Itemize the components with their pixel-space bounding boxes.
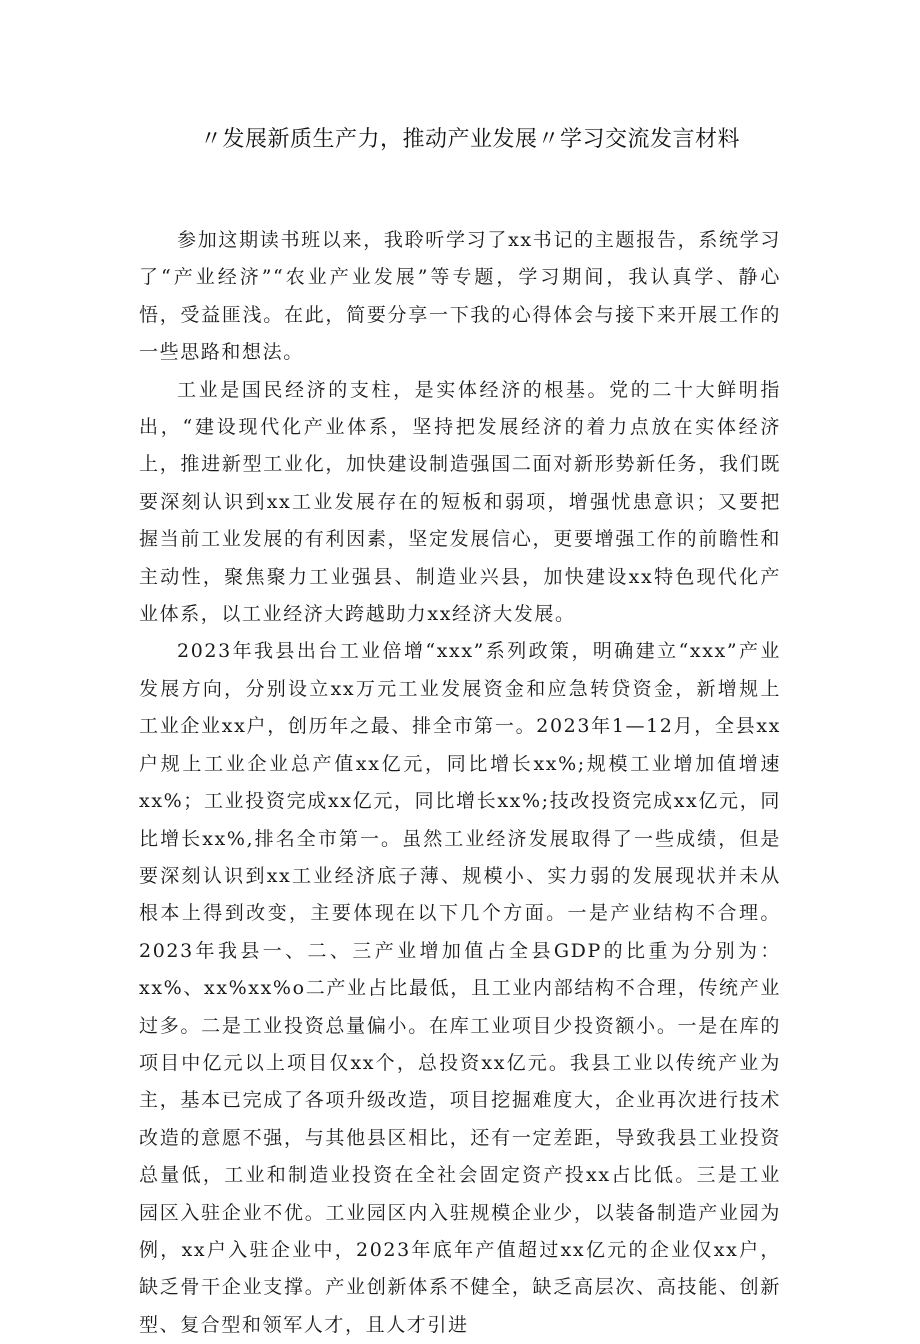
paragraph-1: 参加这期读书班以来，我聆听学习了xx书记的主题报告，系统学习了“产业经济”“农业产业发展”等专题，学习期间，我认真学、静心悟，受益匪浅。在此，简要分享一下我的心得体会与接下来开展工作的一些思路和想法。 [139,229,781,364]
document-title: 〃发展新质生产力，推动产业发展〃学习交流发言材料 [199,127,740,152]
paragraph-2: 工业是国民经济的支柱，是实体经济的根基。党的二十大鲜明指出，“建设现代化产业体系，坚持把发展经济的着力点放在实体经济上，推进新型工业化，加快建设制造强国二面对新形势新任务，我们既要深刻认识到xx工业发展存在的短板和弱项，增强忧患意识；又要把握当前工业发展的有利因素，坚定发展信心，更要增强工作的前瞻性和主动性，聚焦聚力工业强县、制造业兴县，加快建设xx特色现代化产业体系，以工业经济大跨越助力xx经济大发展。 [139,378,781,626]
paragraph-3: 2023年我县出台工业倍增“xxx”系列政策，明确建立“xxx”产业发展方向，分别设立xx万元工业发展资金和应急转贷资金，新增规上工业企业xx户，创历年之最、排全市第一。2023年1—12月，全县xx户规上工业企业总产值xx亿元，同比增长xx%;规模工业增加值增速xx%；工业投资完成xx亿元，同比增长xx%;技改投资完成xx亿元，同比增长xx%,排名全市第一。虽然工业经济发展取得了一些成绩，但是要深刻认识到xx工业经济底子薄、规模小、实力弱的发展现状并未从根本上得到改变，主要体现在以下几个方面。一是产业结构不合理。2023年我县一、二、三产业增加值占全县GDP的比重为分别为：xx%、xx%xx%o二产业占比最低，且工业内部结构不合理，传统产业过多。二是工业投资总量偏小。在库工业项目少投资额小。一是在库的项目中亿元以上项目仅xx个，总投资xx亿元。我县工业以传统产业为主，基本已完成了各项升级改造，项目挖掘难度大，企业再次进行技术改造的意愿不强，与其他县区相比，还有一定差距，导致我县工业投资总量低，工业和制造业投资在全社会固定资产投xx占比低。三是工业园区入驻企业不优。工业园区内入驻规模企业少，以装备制造产业园为例，xx户入驻企业中，2023年底年产值超过xx亿元的企业仅xx户，缺乏骨干企业支撑。产业创新体系不健全，缺乏高层次、高技能、创新型、复合型和领军人才，且人才引进 [139,640,781,1336]
document-body [139,222,781,1344]
